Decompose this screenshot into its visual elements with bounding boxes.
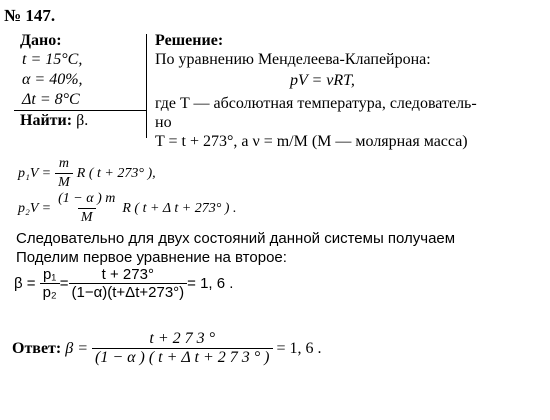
- find-label: Найти:: [20, 112, 73, 129]
- given-title: Дано:: [20, 32, 62, 49]
- eq1-fraction: [55, 155, 73, 192]
- eq3-result: = 1, 6 .: [187, 275, 234, 292]
- find-value: β.: [76, 112, 89, 129]
- solution-where-1: где T — абсолютная температура, следователь-: [155, 95, 477, 112]
- eq3-eq: =: [59, 275, 69, 292]
- eq3-frac2-den: (1−α)(t+Δt+273°): [69, 283, 188, 301]
- equation-3: [14, 266, 233, 301]
- eq2-den: M: [78, 208, 96, 227]
- given-line-t: t = 15°С,: [22, 51, 83, 68]
- answer-num: t + 2 7 3 °: [149, 330, 216, 347]
- answer-beta: β =: [65, 339, 88, 357]
- eq1-num: m: [58, 156, 70, 171]
- eq3-fraction-2: [69, 266, 188, 301]
- equation-1: [18, 155, 156, 192]
- problem-number: № 147.: [4, 6, 56, 25]
- given-line-alpha: α = 40%,: [22, 71, 83, 88]
- eq1-den: M: [55, 173, 73, 192]
- eq3-frac2-num: t + 273°: [101, 266, 154, 283]
- given-line-dt: Δt = 8°С: [22, 91, 80, 108]
- eq3-frac1-den: p₂: [40, 283, 60, 301]
- given-divider: [146, 34, 147, 138]
- given-separator: [14, 110, 146, 111]
- answer-result: = 1, 6 .: [276, 339, 322, 357]
- eq1-lhs: p₁V =: [18, 165, 52, 181]
- equation-2: [18, 190, 236, 227]
- eq2-lhs: p₂V =: [18, 200, 52, 216]
- eq2-fraction: [55, 190, 118, 227]
- find-row: [20, 112, 88, 130]
- solution-intro: По уравнению Менделеева-Клапейрона:: [155, 51, 431, 68]
- solution-equation: pV = νRT,: [290, 72, 355, 89]
- eq1-tail: R ( t + 273° ),: [76, 165, 156, 181]
- eq3-fraction-1: [40, 266, 60, 301]
- solution-title: Решение:: [155, 32, 224, 49]
- eq3-frac1-num: p₁: [42, 266, 57, 283]
- answer-fraction: [92, 330, 273, 367]
- answer-label: Ответ:: [12, 339, 62, 357]
- eq2-tail: R ( t + Δ t + 273° ) .: [122, 200, 237, 216]
- answer-row: [12, 330, 322, 367]
- text-divide: Поделим первое уравнение на второе:: [16, 249, 287, 266]
- solution-where-2: но: [155, 114, 172, 131]
- solution-relations: T = t + 273°, а ν = m/M (M — молярная масса): [155, 133, 468, 150]
- eq3-beta: β =: [14, 275, 36, 292]
- text-conclusion: Следовательно для двух состояний данной системы получаем: [16, 230, 456, 247]
- answer-den: (1 − α ) ( t + Δ t + 2 7 3 ° ): [92, 348, 273, 367]
- eq2-num: (1 − α ) m: [58, 191, 116, 206]
